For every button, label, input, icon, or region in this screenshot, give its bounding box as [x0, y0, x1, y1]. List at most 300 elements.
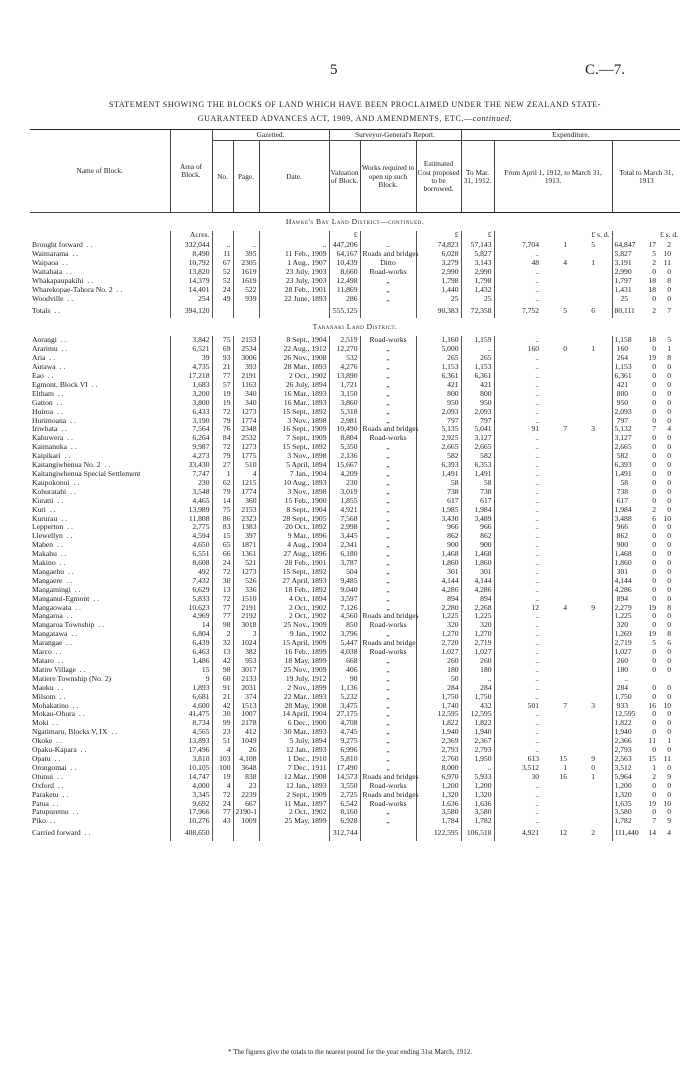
total-pounds: 260 [616, 656, 629, 665]
block-area: 10,276 [170, 817, 212, 826]
from-shillings [541, 381, 569, 390]
valuation: 6,542 [329, 800, 360, 809]
total-shillings: 19 [648, 353, 657, 363]
leader-dots: .. [68, 700, 81, 710]
total-shillings: 0 [652, 293, 657, 303]
block-area: 7,432 [170, 577, 212, 586]
gazette-date: 15 April, 1909 [259, 639, 329, 648]
total-pad [673, 800, 680, 809]
gazette-page: 3017 [233, 666, 259, 675]
gazette-no: 60 [212, 675, 233, 684]
from-pence: 0 [591, 762, 596, 772]
from-shillings [541, 630, 569, 639]
total-pad [673, 381, 680, 390]
total-pad [673, 684, 680, 693]
page-number: 5 [330, 62, 338, 78]
total-pounds: 1,225 [614, 611, 632, 621]
document-reference: C.—7. [585, 62, 626, 78]
gazette-page: 1049 [233, 737, 259, 746]
total-pad [673, 354, 680, 363]
from-shillings [541, 550, 569, 559]
total-pence: 4 [667, 828, 672, 838]
total-shillings: 0 [652, 522, 657, 532]
block-name-text: Moki [32, 718, 49, 728]
from-shillings [541, 523, 569, 532]
gazette-page: 838 [233, 773, 259, 782]
leader-dots: .. [76, 745, 89, 755]
total-shillings: 0 [652, 566, 657, 576]
total-pounds: 111,440 [614, 828, 639, 838]
leader-dots: .. [53, 495, 66, 505]
works: Road-works [360, 782, 416, 791]
gazette-page: 374 [233, 693, 259, 702]
block-name-text: Orongomai [32, 762, 67, 772]
from-pounds: .. [535, 549, 540, 559]
gazette-date: 30 Mar., 1893 [259, 728, 329, 737]
from-divider [597, 737, 612, 746]
expenditure-to-1912: 6,353 [461, 461, 494, 470]
gazette-date: 7 Dec., 1911 [259, 764, 329, 773]
works: „ [360, 568, 416, 577]
gazette-no: 4 [212, 782, 233, 791]
estimated-cost: 1,798 [416, 277, 461, 286]
from-shillings [541, 399, 569, 408]
total-pad [673, 286, 680, 295]
estimated-cost: 2,925 [416, 434, 461, 443]
works: „ [360, 675, 416, 684]
leader-dots: .. [66, 415, 78, 425]
gazette-date: 2 Oct., 1902 [259, 604, 329, 613]
valuation: 3,150 [329, 390, 360, 399]
block-name-text: Oxford [32, 780, 54, 790]
valuation: 17,490 [329, 764, 360, 773]
leader-dots: .. [53, 656, 66, 665]
total-pounds: 1,635 [614, 798, 632, 808]
works: „ [360, 408, 416, 417]
block-name-text: Mangaehu [32, 566, 65, 576]
from-pounds: 7,752 [521, 305, 540, 315]
total-shillings: 0 [652, 718, 657, 728]
total-pounds: 1,153 [614, 362, 632, 372]
gazette-date: 27 April, 1893 [259, 577, 329, 586]
heading-line-1: STATEMENT SHOWING THE BLOCKS OF LAND WHICH HAVE BEEN PROCLAIMED UNDER THE NEW ZEALAND STATE- [108, 100, 602, 109]
expenditure-to-1912: 1,320 [461, 791, 494, 800]
block-name-text: Aorangi [32, 335, 57, 345]
from-shillings: 16 [559, 771, 568, 781]
from-divider [597, 577, 612, 586]
gazette-no: 75 [212, 506, 233, 515]
gazette-no: 51 [212, 737, 233, 746]
total-shillings: 0 [652, 575, 657, 585]
total-pounds: 950 [616, 397, 629, 407]
from-pounds: .. [535, 789, 540, 799]
from-shillings [541, 577, 569, 586]
block-name-text: Kaimanuka [32, 442, 68, 452]
expenditure-to-1912: 966 [461, 523, 494, 532]
total-pence: 0 [667, 558, 672, 568]
block-area: 5,833 [170, 595, 212, 604]
table-row [30, 304, 680, 319]
gazette-page: 23 [233, 782, 259, 791]
total-pad [673, 461, 680, 470]
expenditure-to-1912: .. [461, 764, 494, 773]
gazette-date: 18 Feb., 1892 [259, 586, 329, 595]
valuation: 3,550 [329, 782, 360, 791]
total-shillings: 5 [652, 638, 657, 648]
gazette-date: 23 July, 1903 [259, 277, 329, 286]
works: „ [360, 363, 416, 372]
total-pad [673, 268, 680, 277]
from-pounds: .. [535, 540, 540, 550]
block-area: 4,600 [170, 702, 212, 711]
total-pence: 0 [667, 549, 672, 559]
total-pad [673, 710, 680, 719]
gazette-page: 1007 [233, 710, 259, 719]
block-area: 4,735 [170, 363, 212, 372]
from-divider [597, 586, 612, 595]
total-pounds: 64,847 [614, 240, 636, 250]
leader-dots: .. [52, 736, 64, 746]
valuation: 7,568 [329, 515, 360, 524]
from-pence [569, 666, 597, 675]
total-shillings: 0 [652, 362, 657, 372]
total-pence: 0 [667, 762, 672, 772]
total-pounds: 2,793 [614, 745, 632, 755]
estimated-cost: 617 [416, 497, 461, 506]
from-divider [597, 399, 612, 408]
valuation: 3,019 [329, 488, 360, 497]
total-pad [673, 604, 680, 613]
from-pence [569, 399, 597, 408]
total-pad [673, 791, 680, 800]
from-pence [569, 381, 597, 390]
valuation: 7,126 [329, 604, 360, 613]
from-divider [597, 363, 612, 372]
valuation: 5,318 [329, 408, 360, 417]
estimated-cost: 5,135 [416, 425, 461, 434]
estimated-cost: 1,750 [416, 693, 461, 702]
from-pounds: .. [535, 638, 540, 648]
valuation: 15,667 [329, 461, 360, 470]
total-shillings: 0 [652, 433, 657, 443]
block-area: 6,264 [170, 434, 212, 443]
estimated-cost: 797 [416, 417, 461, 426]
block-area: 7,747 [170, 470, 212, 479]
works: „ [360, 657, 416, 666]
gazette-page: 510 [233, 461, 259, 470]
total-shillings: 14 [648, 828, 657, 838]
total-pounds: 1,797 [614, 275, 632, 285]
total-pence: 0 [667, 486, 672, 496]
from-pounds: .. [535, 798, 540, 808]
from-pounds: 7,704 [521, 240, 540, 250]
from-pounds: .. [535, 468, 540, 478]
col-header-page: Page. [233, 141, 259, 213]
gazette-date: 28 Feb., 1901 [259, 559, 329, 568]
from-pence: 5 [591, 240, 596, 250]
from-pounds: 4,921 [521, 828, 540, 838]
from-pence [569, 800, 597, 809]
valuation: 8,804 [329, 434, 360, 443]
works: Road-works [360, 648, 416, 657]
from-shillings [541, 434, 569, 443]
total-pounds: 582 [616, 451, 629, 461]
total-shillings: 0 [652, 745, 657, 755]
works: „ [360, 577, 416, 586]
from-pounds: .. [535, 415, 540, 425]
total-pad [673, 808, 680, 817]
estimated-cost: 1,153 [416, 363, 461, 372]
from-shillings [541, 452, 569, 461]
estimated-cost: 260 [416, 657, 461, 666]
works: „ [360, 461, 416, 470]
total-pounds: 738 [616, 486, 629, 496]
from-shillings [541, 737, 569, 746]
from-pounds: .. [535, 780, 540, 790]
from-shillings [541, 277, 569, 286]
gazette-date: 1 Dec., 1910 [259, 755, 329, 764]
block-area: 4,969 [170, 612, 212, 621]
block-area: 9,692 [170, 800, 212, 809]
block-area: 17,496 [170, 746, 212, 755]
total-pence: 0 [667, 379, 672, 389]
gazette-date: 16 Sept., 1909 [259, 425, 329, 434]
valuation: 286 [329, 295, 360, 304]
total-pad [673, 782, 680, 791]
block-area: 1,893 [170, 684, 212, 693]
block-name-text: Opatu [32, 753, 51, 763]
block-name-text: Maben [32, 540, 54, 550]
leader-dots: .. [45, 353, 58, 363]
from-shillings [541, 515, 569, 524]
gazette-no: 72 [212, 408, 233, 417]
block-area: 14,747 [170, 773, 212, 782]
total-pad [673, 295, 680, 304]
estimated-cost: 3,279 [416, 259, 461, 268]
gazette-date: 9 Jan., 1902 [259, 630, 329, 639]
total-pad [673, 532, 680, 541]
leader-dots: .. [52, 397, 65, 407]
total-pounds: 6,393 [614, 460, 632, 470]
total-pence: 0 [667, 415, 672, 425]
valuation: 1,136 [329, 684, 360, 693]
expenditure-to-1912: .. [461, 675, 494, 684]
valuation: 5,810 [329, 755, 360, 764]
from-divider [597, 425, 612, 434]
total-pounds: 5,964 [614, 771, 632, 781]
gazette-page: 1215 [233, 479, 259, 488]
works: „ [360, 470, 416, 479]
block-name-text: Milsom [32, 691, 56, 701]
estimated-cost: 6,393 [416, 461, 461, 470]
total-shillings: 0 [652, 486, 657, 496]
from-shillings [541, 666, 569, 675]
from-shillings [541, 295, 569, 304]
gazette-no: 43 [212, 817, 233, 826]
gazette-date: 28 Mar., 1893 [259, 363, 329, 372]
estimated-cost: 2,720 [416, 639, 461, 648]
total-pounds: 1,027 [614, 647, 632, 657]
from-pence [569, 470, 597, 479]
works: Roads and bridge [360, 639, 416, 648]
total-shillings: 0 [652, 477, 657, 487]
valuation: 1,721 [329, 381, 360, 390]
expenditure-to-1912: 800 [461, 390, 494, 399]
gazette-no: 93 [212, 354, 233, 363]
valuation: 2,341 [329, 541, 360, 550]
total-pounds: 320 [616, 620, 629, 630]
estimated-cost: 1,740 [416, 702, 461, 711]
total-pence: 0 [667, 780, 672, 790]
gazette-page: 2532 [233, 434, 259, 443]
total-pad [673, 443, 680, 452]
from-divider [597, 461, 612, 470]
from-pounds: .. [535, 249, 540, 259]
block-name-text: Kuri [32, 504, 46, 514]
total-shillings: 0 [652, 415, 657, 425]
expenditure-to-1912: 862 [461, 532, 494, 541]
from-shillings: 5 [563, 305, 568, 315]
works: „ [360, 710, 416, 719]
leader-dots: .. [53, 540, 65, 550]
block-area: 3,842 [170, 336, 212, 345]
works: „ [360, 666, 416, 675]
works: „ [360, 532, 416, 541]
total-pence: 0 [667, 647, 672, 657]
gazette-no: 77 [212, 604, 233, 613]
gazette-date: 27 Aug., 1896 [259, 550, 329, 559]
gazette-date: 2 Oct., 1902 [259, 612, 329, 621]
block-area: 4,273 [170, 452, 212, 461]
total-pad [673, 479, 680, 488]
total-shillings: 17 [648, 240, 657, 250]
total-pounds: 2,990 [614, 266, 632, 276]
total-pad [673, 452, 680, 461]
from-divider [597, 550, 612, 559]
gazette-page: 4 [233, 470, 259, 479]
from-pence [569, 737, 597, 746]
leader-dots: .. [58, 789, 71, 799]
block-name-text: Patupuremu [32, 807, 69, 817]
block-name-text: Huiroa [32, 406, 54, 416]
leader-dots: .. [50, 753, 63, 763]
from-pounds: 48 [531, 258, 540, 268]
total-pad [673, 764, 680, 773]
from-pounds: .. [535, 718, 540, 728]
block-area: 4,650 [170, 541, 212, 550]
block-area: 41,475 [170, 710, 212, 719]
estimated-cost: 421 [416, 381, 461, 390]
leader-dots: .. [55, 691, 68, 701]
leader-dots: .. [55, 362, 68, 372]
leader-dots: .. [57, 513, 70, 523]
estimated-cost: 90,383 [416, 304, 461, 319]
total-shillings: 0 [652, 691, 657, 701]
total-pence: 0 [667, 293, 672, 303]
leader-dots: .. [112, 284, 125, 294]
from-pence [569, 354, 597, 363]
valuation: 6,180 [329, 550, 360, 559]
valuation: 4,276 [329, 363, 360, 372]
unit-tot: £ s. d. [659, 230, 679, 240]
from-divider [597, 408, 612, 417]
expenditure-to-1912: 1,750 [461, 693, 494, 702]
works: „ [360, 372, 416, 381]
total-pence: 2 [667, 240, 672, 250]
from-pence [569, 612, 597, 621]
works: „ [360, 497, 416, 506]
gazette-no: 83 [212, 523, 233, 532]
block-area: 394,120 [170, 304, 212, 319]
works: „ [360, 443, 416, 452]
gazette-page: 521 [233, 559, 259, 568]
estimated-cost: 6,970 [416, 773, 461, 782]
gazette-page: 1273 [233, 568, 259, 577]
total-pence: 0 [667, 362, 672, 372]
total-pence: 0 [667, 388, 672, 398]
block-area: 13,989 [170, 506, 212, 515]
block-area: 8,490 [170, 250, 212, 259]
estimated-cost: 3,430 [416, 515, 461, 524]
from-pounds: .. [535, 807, 540, 817]
total-pad [673, 425, 680, 434]
leader-dots: .. [48, 798, 61, 808]
gazette-date: 3 Nov., 1898 [259, 488, 329, 497]
gazette-date: 15 Sept., 1892 [259, 443, 329, 452]
total-shillings: 0 [652, 620, 657, 630]
block-area: 10,792 [170, 259, 212, 268]
valuation: 2,981 [329, 417, 360, 426]
leader-dots: .. [67, 629, 80, 639]
gazette-page: 953 [233, 657, 259, 666]
from-pence [569, 488, 597, 497]
total-shillings: 0 [652, 397, 657, 407]
from-pence: 1 [591, 258, 596, 268]
block-name-text: Iriwhata [32, 424, 58, 434]
gazette-date: 15 Feb., 1900 [259, 497, 329, 506]
from-shillings [541, 621, 569, 630]
gazette-no: 30 [212, 577, 233, 586]
valuation: 230 [329, 479, 360, 488]
from-pence [569, 817, 597, 826]
gazette-page: 2190-1 [233, 808, 259, 817]
from-pounds: .. [535, 486, 540, 496]
from-divider [597, 479, 612, 488]
estimated-cost: 582 [416, 452, 461, 461]
total-pounds: 1,822 [614, 718, 632, 728]
total-shillings: 18 [648, 275, 657, 285]
gazette-no [212, 826, 233, 841]
valuation: 4,708 [329, 719, 360, 728]
from-shillings [541, 657, 569, 666]
estimated-cost: 2,793 [416, 746, 461, 755]
total-pounds: 3,127 [614, 433, 632, 443]
works: „ [360, 595, 416, 604]
works [360, 826, 416, 841]
works: Road-works [360, 268, 416, 277]
total-pence: 0 [667, 682, 672, 692]
total-pence: 8 [667, 629, 672, 639]
total-pence: 0 [667, 540, 672, 550]
col-header-valuation: Valuation of Block. [329, 141, 360, 213]
expenditure-to-1912: 6,361 [461, 372, 494, 381]
from-pence [569, 728, 597, 737]
leader-dots: .. [57, 424, 70, 434]
gazette-no: 69 [212, 345, 233, 354]
from-divider [597, 390, 612, 399]
expenditure-to-1912: 1,270 [461, 630, 494, 639]
block-area: 3,548 [170, 488, 212, 497]
